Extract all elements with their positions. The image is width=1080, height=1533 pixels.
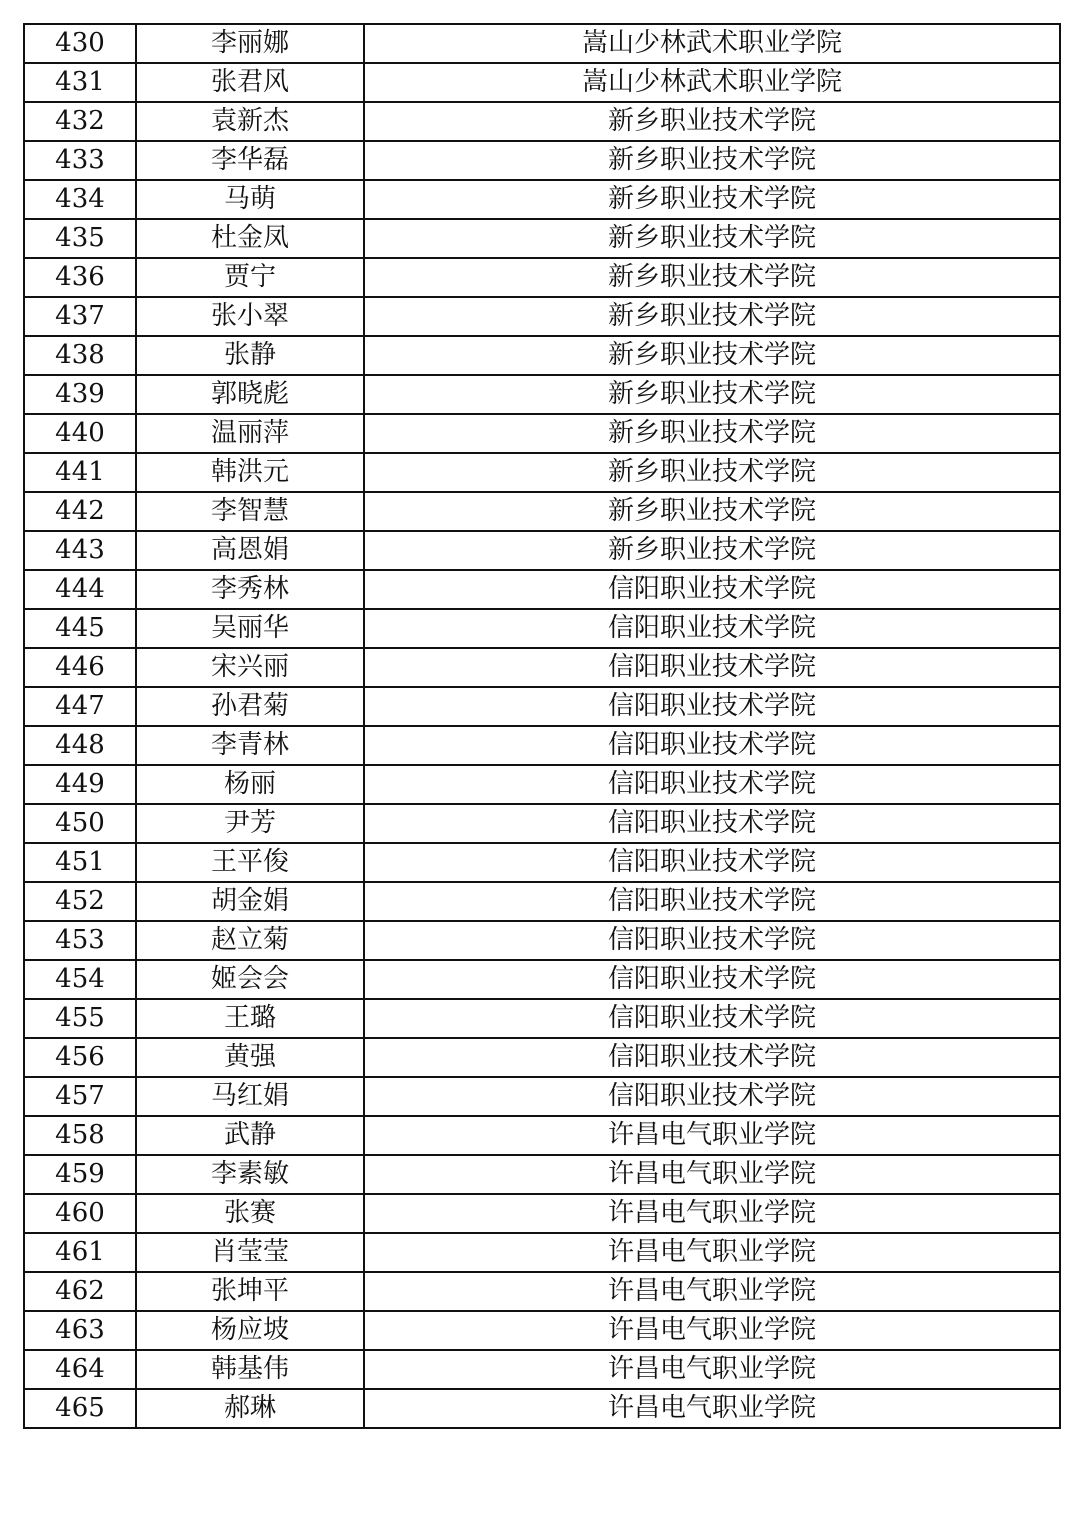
row-number-cell: 441 bbox=[24, 453, 136, 492]
row-number-cell: 434 bbox=[24, 180, 136, 219]
person-name-cell: 李丽娜 bbox=[136, 24, 364, 63]
person-name-cell: 高恩娟 bbox=[136, 531, 364, 570]
school-name-cell: 信阳职业技术学院 bbox=[364, 921, 1060, 960]
person-name-cell: 李华磊 bbox=[136, 141, 364, 180]
school-name-cell: 信阳职业技术学院 bbox=[364, 960, 1060, 999]
row-number-cell: 455 bbox=[24, 999, 136, 1038]
table-row bbox=[24, 609, 1060, 648]
table-row bbox=[24, 297, 1060, 336]
school-name-cell: 信阳职业技术学院 bbox=[364, 570, 1060, 609]
school-name-cell: 许昌电气职业学院 bbox=[364, 1311, 1060, 1350]
person-name-cell: 王平俊 bbox=[136, 843, 364, 882]
table-row bbox=[24, 102, 1060, 141]
person-name-cell: 尹芳 bbox=[136, 804, 364, 843]
table-row bbox=[24, 414, 1060, 453]
school-name-cell: 新乡职业技术学院 bbox=[364, 531, 1060, 570]
school-name-cell: 新乡职业技术学院 bbox=[364, 141, 1060, 180]
table-row bbox=[24, 141, 1060, 180]
roster-table bbox=[23, 23, 1061, 1429]
table-row bbox=[24, 258, 1060, 297]
school-name-cell: 信阳职业技术学院 bbox=[364, 687, 1060, 726]
row-number-cell: 433 bbox=[24, 141, 136, 180]
row-number-cell: 447 bbox=[24, 687, 136, 726]
table-row bbox=[24, 1311, 1060, 1350]
person-name-cell: 韩基伟 bbox=[136, 1350, 364, 1389]
person-name-cell: 肖莹莹 bbox=[136, 1233, 364, 1272]
school-name-cell: 新乡职业技术学院 bbox=[364, 336, 1060, 375]
table-row bbox=[24, 531, 1060, 570]
row-number-cell: 463 bbox=[24, 1311, 136, 1350]
table-row bbox=[24, 570, 1060, 609]
person-name-cell: 孙君菊 bbox=[136, 687, 364, 726]
table-row bbox=[24, 1194, 1060, 1233]
row-number-cell: 431 bbox=[24, 63, 136, 102]
school-name-cell: 许昌电气职业学院 bbox=[364, 1350, 1060, 1389]
table-row bbox=[24, 960, 1060, 999]
person-name-cell: 杨应坡 bbox=[136, 1311, 364, 1350]
row-number-cell: 464 bbox=[24, 1350, 136, 1389]
school-name-cell: 许昌电气职业学院 bbox=[364, 1233, 1060, 1272]
person-name-cell: 袁新杰 bbox=[136, 102, 364, 141]
row-number-cell: 442 bbox=[24, 492, 136, 531]
person-name-cell: 张小翠 bbox=[136, 297, 364, 336]
school-name-cell: 信阳职业技术学院 bbox=[364, 882, 1060, 921]
table-row bbox=[24, 882, 1060, 921]
row-number-cell: 450 bbox=[24, 804, 136, 843]
person-name-cell: 马萌 bbox=[136, 180, 364, 219]
row-number-cell: 446 bbox=[24, 648, 136, 687]
row-number-cell: 445 bbox=[24, 609, 136, 648]
person-name-cell: 赵立菊 bbox=[136, 921, 364, 960]
table-row bbox=[24, 687, 1060, 726]
person-name-cell: 李青林 bbox=[136, 726, 364, 765]
person-name-cell: 郭晓彪 bbox=[136, 375, 364, 414]
row-number-cell: 440 bbox=[24, 414, 136, 453]
school-name-cell: 信阳职业技术学院 bbox=[364, 1038, 1060, 1077]
table-row bbox=[24, 492, 1060, 531]
person-name-cell: 贾宁 bbox=[136, 258, 364, 297]
school-name-cell: 嵩山少林武术职业学院 bbox=[364, 24, 1060, 63]
person-name-cell: 武静 bbox=[136, 1116, 364, 1155]
row-number-cell: 435 bbox=[24, 219, 136, 258]
school-name-cell: 信阳职业技术学院 bbox=[364, 1077, 1060, 1116]
school-name-cell: 新乡职业技术学院 bbox=[364, 219, 1060, 258]
school-name-cell: 许昌电气职业学院 bbox=[364, 1194, 1060, 1233]
row-number-cell: 465 bbox=[24, 1389, 136, 1428]
table-row bbox=[24, 1038, 1060, 1077]
row-number-cell: 462 bbox=[24, 1272, 136, 1311]
school-name-cell: 信阳职业技术学院 bbox=[364, 765, 1060, 804]
school-name-cell: 新乡职业技术学院 bbox=[364, 180, 1060, 219]
table-row bbox=[24, 453, 1060, 492]
person-name-cell: 郝琳 bbox=[136, 1389, 364, 1428]
person-name-cell: 姬会会 bbox=[136, 960, 364, 999]
table-row bbox=[24, 1233, 1060, 1272]
school-name-cell: 新乡职业技术学院 bbox=[364, 453, 1060, 492]
school-name-cell: 许昌电气职业学院 bbox=[364, 1155, 1060, 1194]
row-number-cell: 460 bbox=[24, 1194, 136, 1233]
school-name-cell: 信阳职业技术学院 bbox=[364, 648, 1060, 687]
person-name-cell: 李秀林 bbox=[136, 570, 364, 609]
table-row bbox=[24, 765, 1060, 804]
table-row bbox=[24, 1155, 1060, 1194]
person-name-cell: 马红娟 bbox=[136, 1077, 364, 1116]
row-number-cell: 444 bbox=[24, 570, 136, 609]
table-row bbox=[24, 24, 1060, 63]
person-name-cell: 李智慧 bbox=[136, 492, 364, 531]
person-name-cell: 张赛 bbox=[136, 1194, 364, 1233]
row-number-cell: 439 bbox=[24, 375, 136, 414]
school-name-cell: 许昌电气职业学院 bbox=[364, 1272, 1060, 1311]
school-name-cell: 许昌电气职业学院 bbox=[364, 1116, 1060, 1155]
table-row bbox=[24, 1272, 1060, 1311]
person-name-cell: 张坤平 bbox=[136, 1272, 364, 1311]
school-name-cell: 信阳职业技术学院 bbox=[364, 609, 1060, 648]
school-name-cell: 新乡职业技术学院 bbox=[364, 492, 1060, 531]
school-name-cell: 许昌电气职业学院 bbox=[364, 1389, 1060, 1428]
table-row bbox=[24, 1077, 1060, 1116]
table-row bbox=[24, 1116, 1060, 1155]
table-row bbox=[24, 726, 1060, 765]
person-name-cell: 李素敏 bbox=[136, 1155, 364, 1194]
person-name-cell: 吴丽华 bbox=[136, 609, 364, 648]
row-number-cell: 458 bbox=[24, 1116, 136, 1155]
table-row bbox=[24, 921, 1060, 960]
person-name-cell: 黄强 bbox=[136, 1038, 364, 1077]
row-number-cell: 449 bbox=[24, 765, 136, 804]
row-number-cell: 448 bbox=[24, 726, 136, 765]
school-name-cell: 信阳职业技术学院 bbox=[364, 804, 1060, 843]
row-number-cell: 461 bbox=[24, 1233, 136, 1272]
table-row bbox=[24, 180, 1060, 219]
school-name-cell: 信阳职业技术学院 bbox=[364, 999, 1060, 1038]
row-number-cell: 457 bbox=[24, 1077, 136, 1116]
person-name-cell: 胡金娟 bbox=[136, 882, 364, 921]
school-name-cell: 嵩山少林武术职业学院 bbox=[364, 63, 1060, 102]
person-name-cell: 杨丽 bbox=[136, 765, 364, 804]
school-name-cell: 信阳职业技术学院 bbox=[364, 843, 1060, 882]
table-row bbox=[24, 999, 1060, 1038]
row-number-cell: 454 bbox=[24, 960, 136, 999]
table-row bbox=[24, 648, 1060, 687]
row-number-cell: 436 bbox=[24, 258, 136, 297]
school-name-cell: 新乡职业技术学院 bbox=[364, 414, 1060, 453]
row-number-cell: 432 bbox=[24, 102, 136, 141]
school-name-cell: 信阳职业技术学院 bbox=[364, 726, 1060, 765]
person-name-cell: 韩洪元 bbox=[136, 453, 364, 492]
row-number-cell: 438 bbox=[24, 336, 136, 375]
school-name-cell: 新乡职业技术学院 bbox=[364, 102, 1060, 141]
table-row bbox=[24, 375, 1060, 414]
row-number-cell: 451 bbox=[24, 843, 136, 882]
table-row bbox=[24, 63, 1060, 102]
school-name-cell: 新乡职业技术学院 bbox=[364, 375, 1060, 414]
person-name-cell: 王璐 bbox=[136, 999, 364, 1038]
row-number-cell: 437 bbox=[24, 297, 136, 336]
school-name-cell: 新乡职业技术学院 bbox=[364, 258, 1060, 297]
table-row bbox=[24, 1389, 1060, 1428]
row-number-cell: 459 bbox=[24, 1155, 136, 1194]
row-number-cell: 456 bbox=[24, 1038, 136, 1077]
table-row bbox=[24, 336, 1060, 375]
table-row bbox=[24, 843, 1060, 882]
person-name-cell: 杜金凤 bbox=[136, 219, 364, 258]
row-number-cell: 452 bbox=[24, 882, 136, 921]
row-number-cell: 453 bbox=[24, 921, 136, 960]
person-name-cell: 张君风 bbox=[136, 63, 364, 102]
row-number-cell: 430 bbox=[24, 24, 136, 63]
person-name-cell: 宋兴丽 bbox=[136, 648, 364, 687]
table-row bbox=[24, 804, 1060, 843]
person-name-cell: 温丽萍 bbox=[136, 414, 364, 453]
person-name-cell: 张静 bbox=[136, 336, 364, 375]
table-row bbox=[24, 1350, 1060, 1389]
school-name-cell: 新乡职业技术学院 bbox=[364, 297, 1060, 336]
row-number-cell: 443 bbox=[24, 531, 136, 570]
table-row bbox=[24, 219, 1060, 258]
roster-table-body bbox=[24, 24, 1060, 1428]
